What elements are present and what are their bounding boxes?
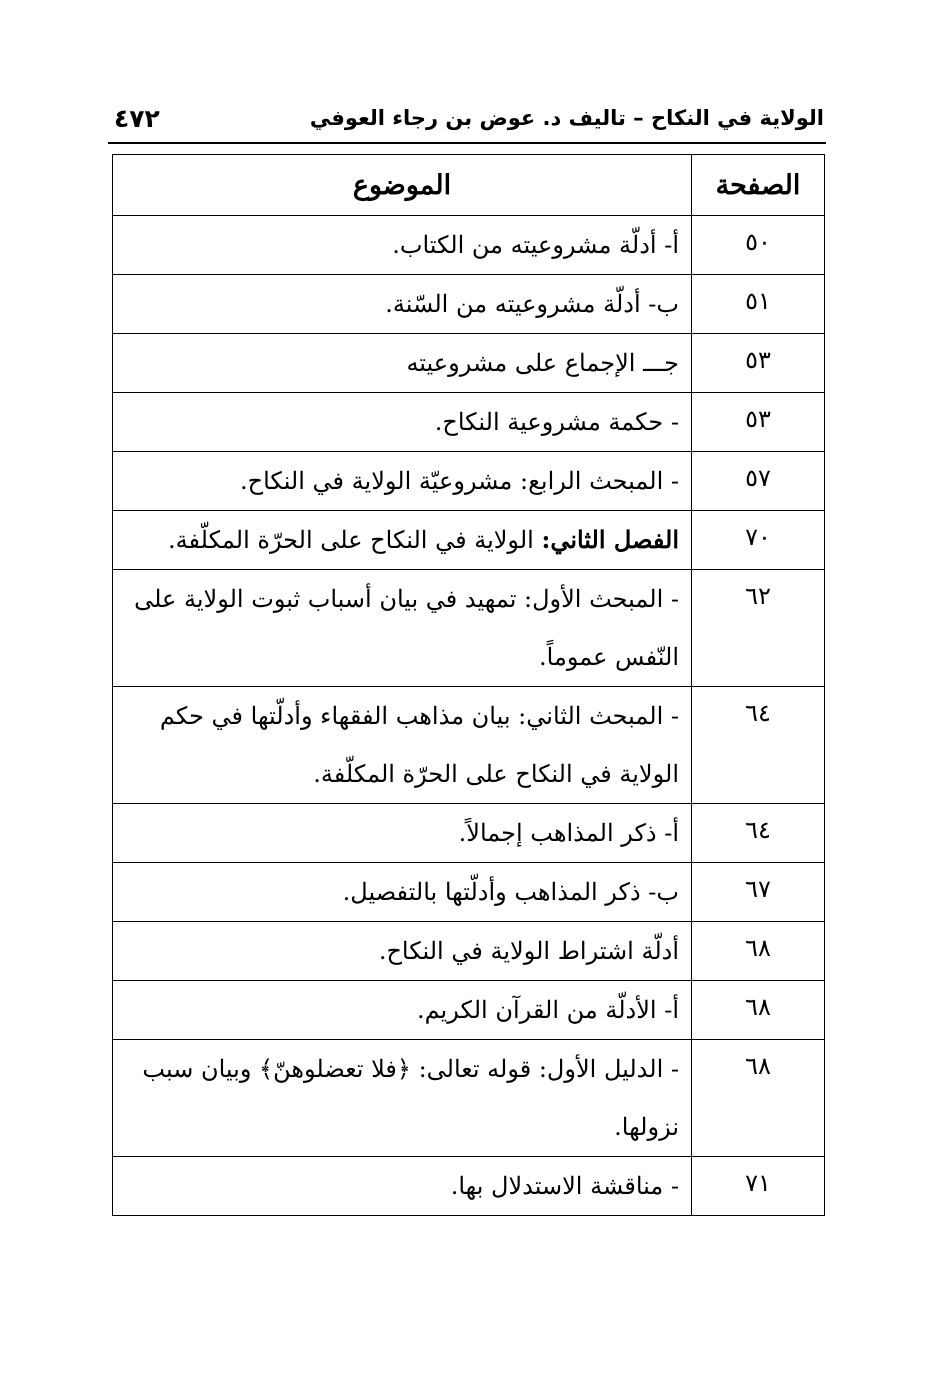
- row-page: ٦٨: [692, 1040, 825, 1157]
- row-page: ٧١: [692, 1157, 825, 1216]
- table-row: [113, 452, 825, 511]
- table-row: [113, 393, 825, 452]
- table-row: [113, 922, 825, 981]
- row-topic: أ- ذكر المذاهب إجمالاً.: [113, 804, 692, 863]
- column-header-page: الصفحة: [692, 155, 825, 216]
- row-page: ٦٤: [692, 687, 825, 804]
- table-header-row: [113, 155, 825, 216]
- page-number: ٤٧٢: [114, 104, 160, 133]
- running-title: الولاية في النكاح – تاليف د. عوض بن رجاء العوفي: [309, 106, 824, 130]
- row-topic: أ- أدلّة مشروعيته من الكتاب.: [113, 216, 692, 275]
- row-topic: [113, 511, 692, 570]
- row-topic: ب- ذكر المذاهب وأدلّتها بالتفصيل.: [113, 863, 692, 922]
- row-topic-text: الولاية في النكاح على الحرّة المكلّفة.: [168, 526, 542, 554]
- table-row: [113, 687, 825, 804]
- toc-table: [112, 154, 825, 1216]
- table-row: [113, 275, 825, 334]
- row-topic: - الدليل الأول: قوله تعالى: ﴿فلا تعضلوهنّ﴾ وبيان سبب نزولها.: [113, 1040, 692, 1157]
- table-row: [113, 511, 825, 570]
- row-page: ٥٧: [692, 452, 825, 511]
- table-row: [113, 981, 825, 1040]
- row-page: ٦٧: [692, 863, 825, 922]
- table-row: [113, 334, 825, 393]
- table-row: [113, 216, 825, 275]
- table-row: [113, 804, 825, 863]
- chapter-lead: الفصل الثاني:: [541, 525, 679, 554]
- row-topic: - مناقشة الاستدلال بها.: [113, 1157, 692, 1216]
- row-topic: - المبحث الرابع: مشروعيّة الولاية في النكاح.: [113, 452, 692, 511]
- table-row: [113, 1040, 825, 1157]
- row-page: ٥٠: [692, 216, 825, 275]
- row-page: ٦٤: [692, 804, 825, 863]
- table-row: [113, 863, 825, 922]
- row-page: ٥١: [692, 275, 825, 334]
- row-page: ٥٣: [692, 334, 825, 393]
- running-header: [112, 104, 824, 140]
- table-row: [113, 570, 825, 687]
- row-topic: - المبحث الأول: تمهيد في بيان أسباب ثبوت الولاية على النّفس عموماً.: [113, 570, 692, 687]
- column-header-topic: الموضوع: [113, 155, 692, 216]
- row-topic: أ- الأدلّة من القرآن الكريم.: [113, 981, 692, 1040]
- row-page: ٦٨: [692, 981, 825, 1040]
- row-page: ٦٢: [692, 570, 825, 687]
- row-topic: - حكمة مشروعية النكاح.: [113, 393, 692, 452]
- header-rule: [108, 142, 826, 144]
- row-page: ٦٨: [692, 922, 825, 981]
- table-row: [113, 1157, 825, 1216]
- row-topic: ب- أدلّة مشروعيته من السّنة.: [113, 275, 692, 334]
- row-topic: أدلّة اشتراط الولاية في النكاح.: [113, 922, 692, 981]
- row-page: ٥٣: [692, 393, 825, 452]
- row-topic: - المبحث الثاني: بيان مذاهب الفقهاء وأدلّتها في حكم الولاية في النكاح على الحرّة المكلّفة.: [113, 687, 692, 804]
- row-page: ٧٠: [692, 511, 825, 570]
- row-topic: جـــ الإجماع على مشروعيته: [113, 334, 692, 393]
